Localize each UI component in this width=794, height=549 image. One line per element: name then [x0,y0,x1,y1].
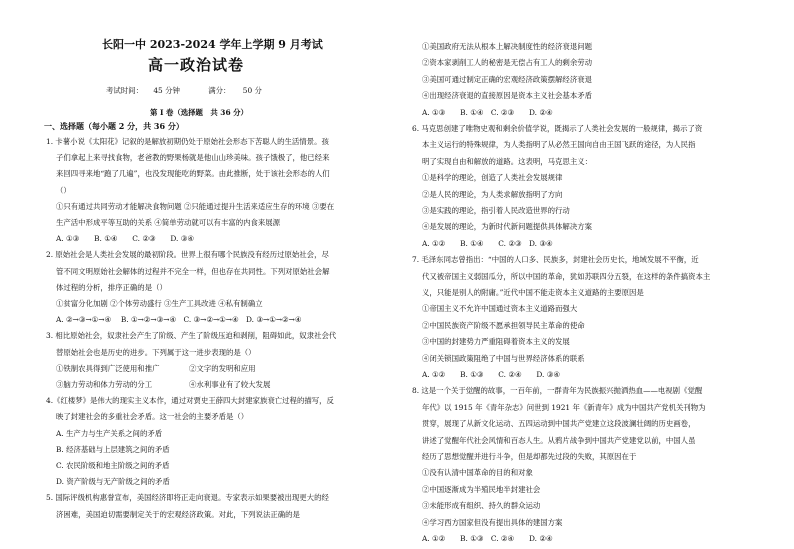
question-line: A. ①③ B. ①④ C. ②③ D. ②④ [422,107,553,117]
exam-title: 长阳一中 2023-2024 学年上学期 9 月考试 [102,38,323,51]
question-line: 管不同文明原始社会解体的过程并不完全一样，但也存在共同性。下列对原始社会解 [56,266,330,276]
question-line: 8. 这是一个关于觉醒的故事，一百年前，一群青年为民族振兴抛洒热血——电视剧《觉醒 [412,386,703,396]
question-line: A. ①② B. ①③ C. ②④ D. ②④ [422,534,553,543]
question-line: ①铁制农具得到广泛使用和推广 ②文字的发明和应用 [56,363,256,373]
question-line: D. 资产阶级与无产阶级之间的矛盾 [56,477,170,487]
question-line: 4.《红楼梦》是伟大的现实主义本作，通过对贾史王薛四大封建家族衰亡过程的描写，反 [46,396,334,406]
question-line: （） [56,185,71,195]
exam-score-label: 满分： [208,86,231,95]
question-line: ③是实践的理论，指引着人民改造世界的行动 [422,206,570,215]
question-line: ③美国可通过制定正确的宏观经济政策摆解经济衰退 [422,74,592,84]
section-title: 一、选择题（每小题 2 分，共 36 分） [44,121,184,131]
exam-time-value: 45 分钟 [153,86,180,95]
question-line: ①贫富分化加剧 ②个体劳动盛行 ③生产工具改进 ④私有制确立 [56,299,263,308]
question-line: 5. 国际评级机构惠誉宣布，美国经济即将正走向衰退。专家表示如果要被出现更大的经 [46,493,329,503]
question-line: ②中国民族资产阶级不愿承担领导民主革命的使命 [422,320,585,330]
exam-time-label: 考试时间： [106,86,143,95]
part-title: 第 I 卷（选择题 共 36 分） [150,108,248,117]
question-line: ②中国逐渐成为半殖民地半封建社会 [422,484,541,494]
question-line: ③未能形成有组织、持久的群众运动 [422,501,541,511]
question-line: C. 农民阶级和地主阶级之间的矛盾 [56,461,170,470]
question-line: ①美国政府无法从根本上解决制度性的经济衰退问题 [422,42,592,51]
question-line: ①帝国主义不允许中国通过资本主义道路而强大 [422,304,578,314]
question-line: 生产活中形成平等互助的关系 ④简单劳动就可以有丰富的内食来展源 [56,218,281,227]
question-line: ②是人民的理论，为人类求解放指明了方向 [422,189,563,199]
question-line: 义，只能是别人的附庸。”近代中国不能走资本主义道路的主要原因是 [422,288,644,297]
question-line: 本主义运行的特殊规律，为人类指明了从必然王国向自由王国飞跃的途径，为人民指 [422,140,696,150]
question-line: 1. 卡薯小说《太阳花》记叙的是解放初期仍处于原始社会形态下苦聪人的生活情景。孩 [46,137,329,146]
question-line: 映了封建社会的多重社会矛盾。这一社会的主要矛盾是（） [56,412,249,422]
question-line: 子们拿起上来寻找食物，老爸教的野果杨就是他山山珍美味。孩子饿极了，他已经来 [56,153,330,163]
question-line: B. 经济基础与上层建筑之间的矛盾 [56,444,170,454]
question-line: 年代》以 1915 年《青年杂志》问世到 1921 年《新青年》成为中国共产党机关刊物为 [422,402,706,412]
question-line: ④闭关锁国政策阻绝了中国与世界经济体系的联系 [422,353,585,363]
question-line: 替原始社会也是历史的进步。下列属于这一进步表现的是（） [56,347,256,357]
question-line: A. ②→③→①→④ B. ①→②→③→④ C. ③→②→①→④ D. ③→①→②→④ [56,315,302,325]
question-line: 贯穿，展现了从新文化运动、五四运动到中国共产党建立这段波澜壮阔的历史画卷， [422,419,696,429]
question-line: A. ①③ B. ①④ C. ②③ D. ③④ [56,234,194,244]
question-line: ④是发展的理论，为新时代新问题提供具体解决方案 [422,222,592,232]
question-line: ③脑力劳动和体力劳动的分工 ④水利事业有了较大发展 [56,380,271,389]
question-line: ②资本家剥削工人的秘密是无偿占有工人的剩余劳动 [422,58,592,68]
question-line: ④学习西方国家但没有提出具体的建国方案 [422,517,563,527]
question-line: 3. 相比原始社会，奴隶社会产生了阶级、产生了阶级压迫和剥削，阻碍如此，奴隶社会代 [46,331,337,341]
subject-title: 高一政治试卷 [148,56,245,74]
question-line: 讲述了觉醒年代社会风情和百态人生。从鸦片战争到中国共产党建党以前，中国人虽 [422,435,696,445]
question-line: A. ①② B. ①③ C. ②④ D. ③④ [422,370,560,379]
exam-score-value: 50 分 [242,86,262,95]
question-line: ③中国的封建势力严重阻碍着资本主义的发展 [422,337,570,347]
exam-time [106,86,262,96]
question-line: 代又被帝国主义弱国瓜分，所以中国的革命，犹如苏联四分五裂，在这样的条件搞资本主 [422,271,711,281]
question-line: ④出现经济衰退的直接原因是资本主义社会基本矛盾 [422,91,592,101]
question-line: 体过程的分析，排序正确的是（） [56,282,167,292]
question-line: 来回四寻来地“跑了几遍”，也没发现能吃的野菜。由此推断，处于该社会形态的人们 [56,169,330,179]
question-line: 6. 马克思创建了唯物史观和剩余价值学说，既揭示了人类社会发展的一般规律，揭示了资 [412,124,703,133]
question-line: A. ①② B. ①④ C. ②③ D. ③④ [422,238,553,248]
question-line: 7. 毛泽东同志曾指出：“中国的人口多、民族多，封建社会历史长，地域发展不平衡，近 [412,255,699,265]
question-line: 2. 原始社会是人类社会发展的最初阶段。世界上很有哪个民族没有经历过原始社会，尽 [46,250,329,260]
question-line: 济困难，美国迫切需要制定关于的宏观经济政策。对此，下列说法正确的是 [56,509,300,519]
question-line: ①没有认清中国革命的目的和对象 [422,468,533,478]
question-line: ①是科学的理论，创造了人类社会发展规律 [422,173,563,183]
question-line: A. 生产力与生产关系之间的矛盾 [56,428,163,438]
question-line: 经历了思想觉醒并进行斗争，但是却都先过段的失败，其原因在于 [422,452,637,461]
question-line: 明了实现自由和解放的道路。这表明，马克思主义： [422,156,592,166]
question-line: ①只有通过共同劳动才能解决食物问题 ②只能通过提升生活来适应生存的环境 ③要在 [56,201,335,211]
